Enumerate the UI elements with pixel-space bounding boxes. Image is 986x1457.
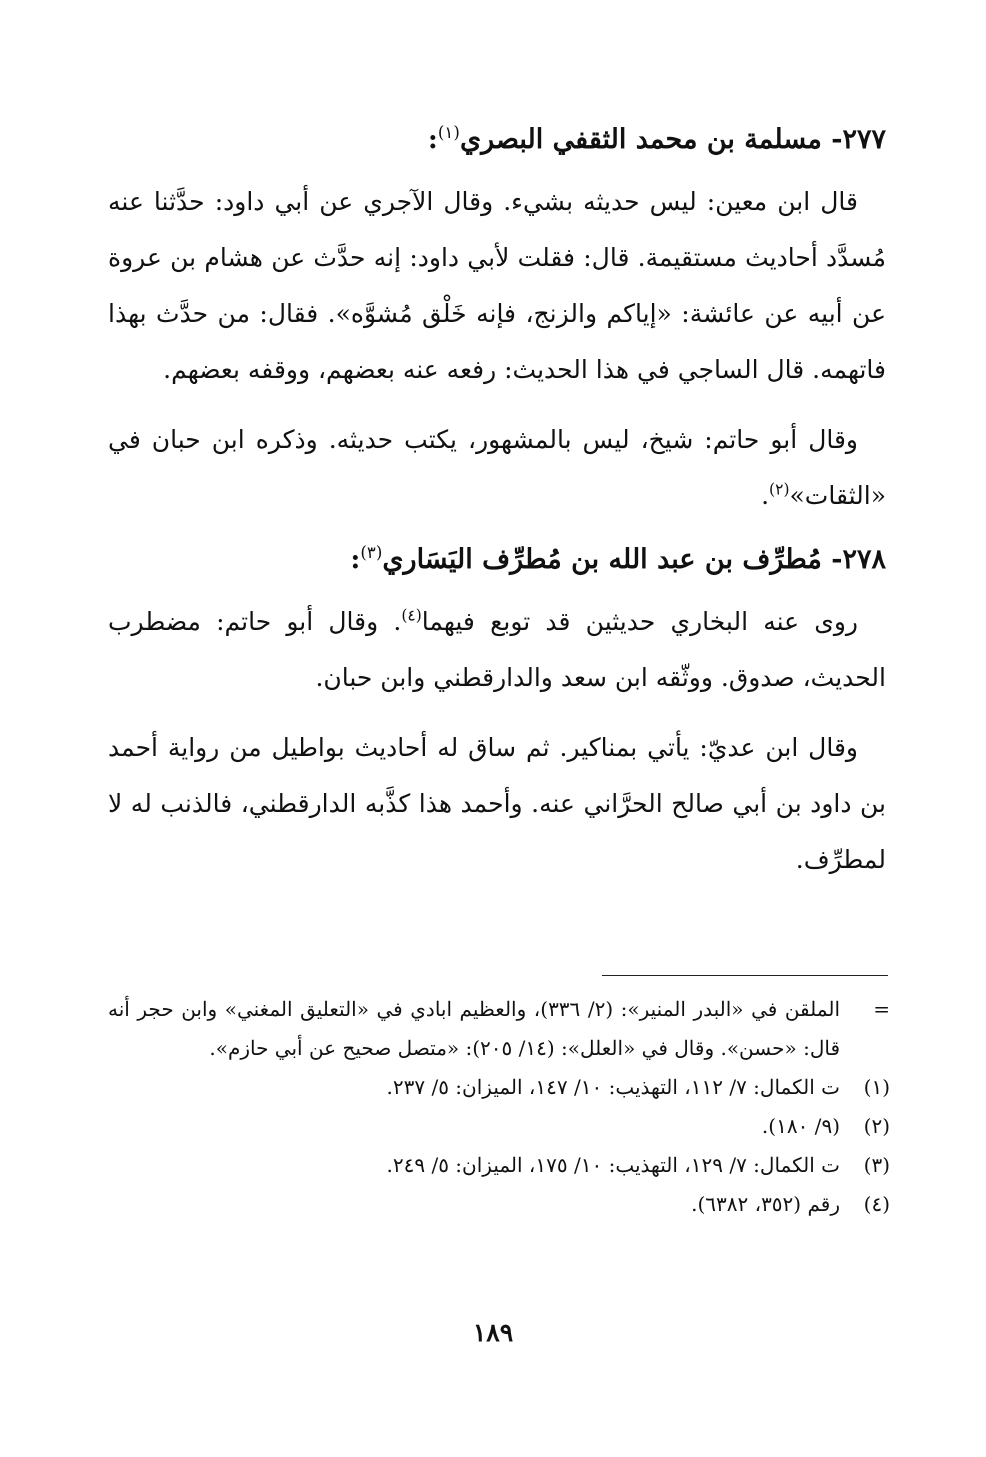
entry-heading: [108, 118, 886, 162]
heading-colon: :: [350, 544, 361, 575]
footnote-4: [108, 1185, 890, 1224]
entry-heading-text: ٢٧٨- مُطرِّف بن عبد الله بن مُطرِّف اليَسَاري: [382, 544, 886, 575]
biography-entry-278: [108, 538, 886, 888]
paragraph-text: وقال ابن عديّ: يأتي بمناكير. ثم ساق له أحاديث بواطيل من رواية أحمد بن داود بن أبي صالح الحرَّاني عنه. وأحمد هذا كذَّبه الدارقطني، فالذنب له لا لمطرِّف.: [108, 733, 886, 874]
footnote-3: [108, 1146, 890, 1185]
footnote-mark: (١): [863, 1075, 890, 1099]
footnote-reference[interactable]: (٤): [401, 606, 422, 625]
entry-heading-text: ٢٧٧- مسلمة بن محمد الثقفي البصري: [459, 124, 886, 155]
footnotes-section: [108, 990, 890, 1224]
paragraph-text: قال ابن معين: ليس حديثه بشيء. وقال الآجري عن أبي داود: حدَّثنا عنه مُسدَّد أحاديث مستقيمة. قال: فقلت لأبي داود: إنه حدَّث عن هشام بن عروة عن أبيه عن عائشة: «إياكم والزنج، فإنه خَلْق مُشوَّه». فقال: من حدَّث بهذا فاتهمه. قال الساجي في هذا الحديث: رفعه عنه بعضهم، ووقفه بعضهم.: [108, 187, 886, 384]
footnote-mark: (٣): [863, 1153, 890, 1177]
footnote-mark: (٤): [863, 1192, 890, 1216]
page-number: ١٨٩: [472, 1318, 514, 1347]
footnote-divider: [602, 975, 888, 976]
footnote-mark: =: [873, 997, 890, 1021]
footnote-reference[interactable]: (٢): [769, 480, 790, 499]
footnote-text: (٩/ ١٨٠).: [761, 1114, 840, 1138]
biography-entry-277: [108, 118, 886, 524]
paragraph-text-end: .: [761, 481, 770, 510]
main-text: [108, 118, 886, 902]
paragraph: [108, 594, 886, 706]
footnote-text: الملقن في «البدر المنير»: (٢/ ٣٣٦)، والعظيم ابادي في «التعليق المغني» وابن حجر أنه قال: «حسن». وقال في «العلل»: (١٤/ ٢٠٥): «متصل صحيح عن أبي حازم».: [108, 997, 840, 1060]
heading-colon: :: [427, 124, 438, 155]
footnote-2: [108, 1107, 890, 1146]
entry-heading: [108, 538, 886, 582]
paragraph-text: روى عنه البخاري حديثين قد توبع فيهما: [421, 607, 858, 636]
paragraph: [108, 174, 886, 398]
footnote-text: رقم (٣٥٢، ٦٣٨٢).: [691, 1192, 840, 1216]
paragraph-text: وقال أبو حاتم: شيخ، ليس بالمشهور، يكتب حديثه. وذكره ابن حبان في «الثقات»: [108, 425, 886, 510]
footnote-continuation: [108, 990, 890, 1068]
paragraph: [108, 412, 886, 524]
footnote-reference[interactable]: (١): [437, 122, 460, 142]
footnote-mark: (٢): [863, 1114, 890, 1138]
footnote-1: [108, 1068, 890, 1107]
footnote-text: ت الكمال: ٧/ ١١٢، التهذيب: ١٠/ ١٤٧، الميزان: ٥/ ٢٣٧.: [386, 1075, 840, 1099]
footnote-reference[interactable]: (٣): [360, 542, 383, 562]
paragraph-text-end: . وقال أبو حاتم: مضطرب الحديث، صدوق. ووثّقه ابن سعد والدارقطني وابن حبان.: [108, 607, 886, 692]
footnote-text: ت الكمال: ٧/ ١٢٩، التهذيب: ١٠/ ١٧٥، الميزان: ٥/ ٢٤٩.: [386, 1153, 840, 1177]
paragraph: [108, 720, 886, 888]
